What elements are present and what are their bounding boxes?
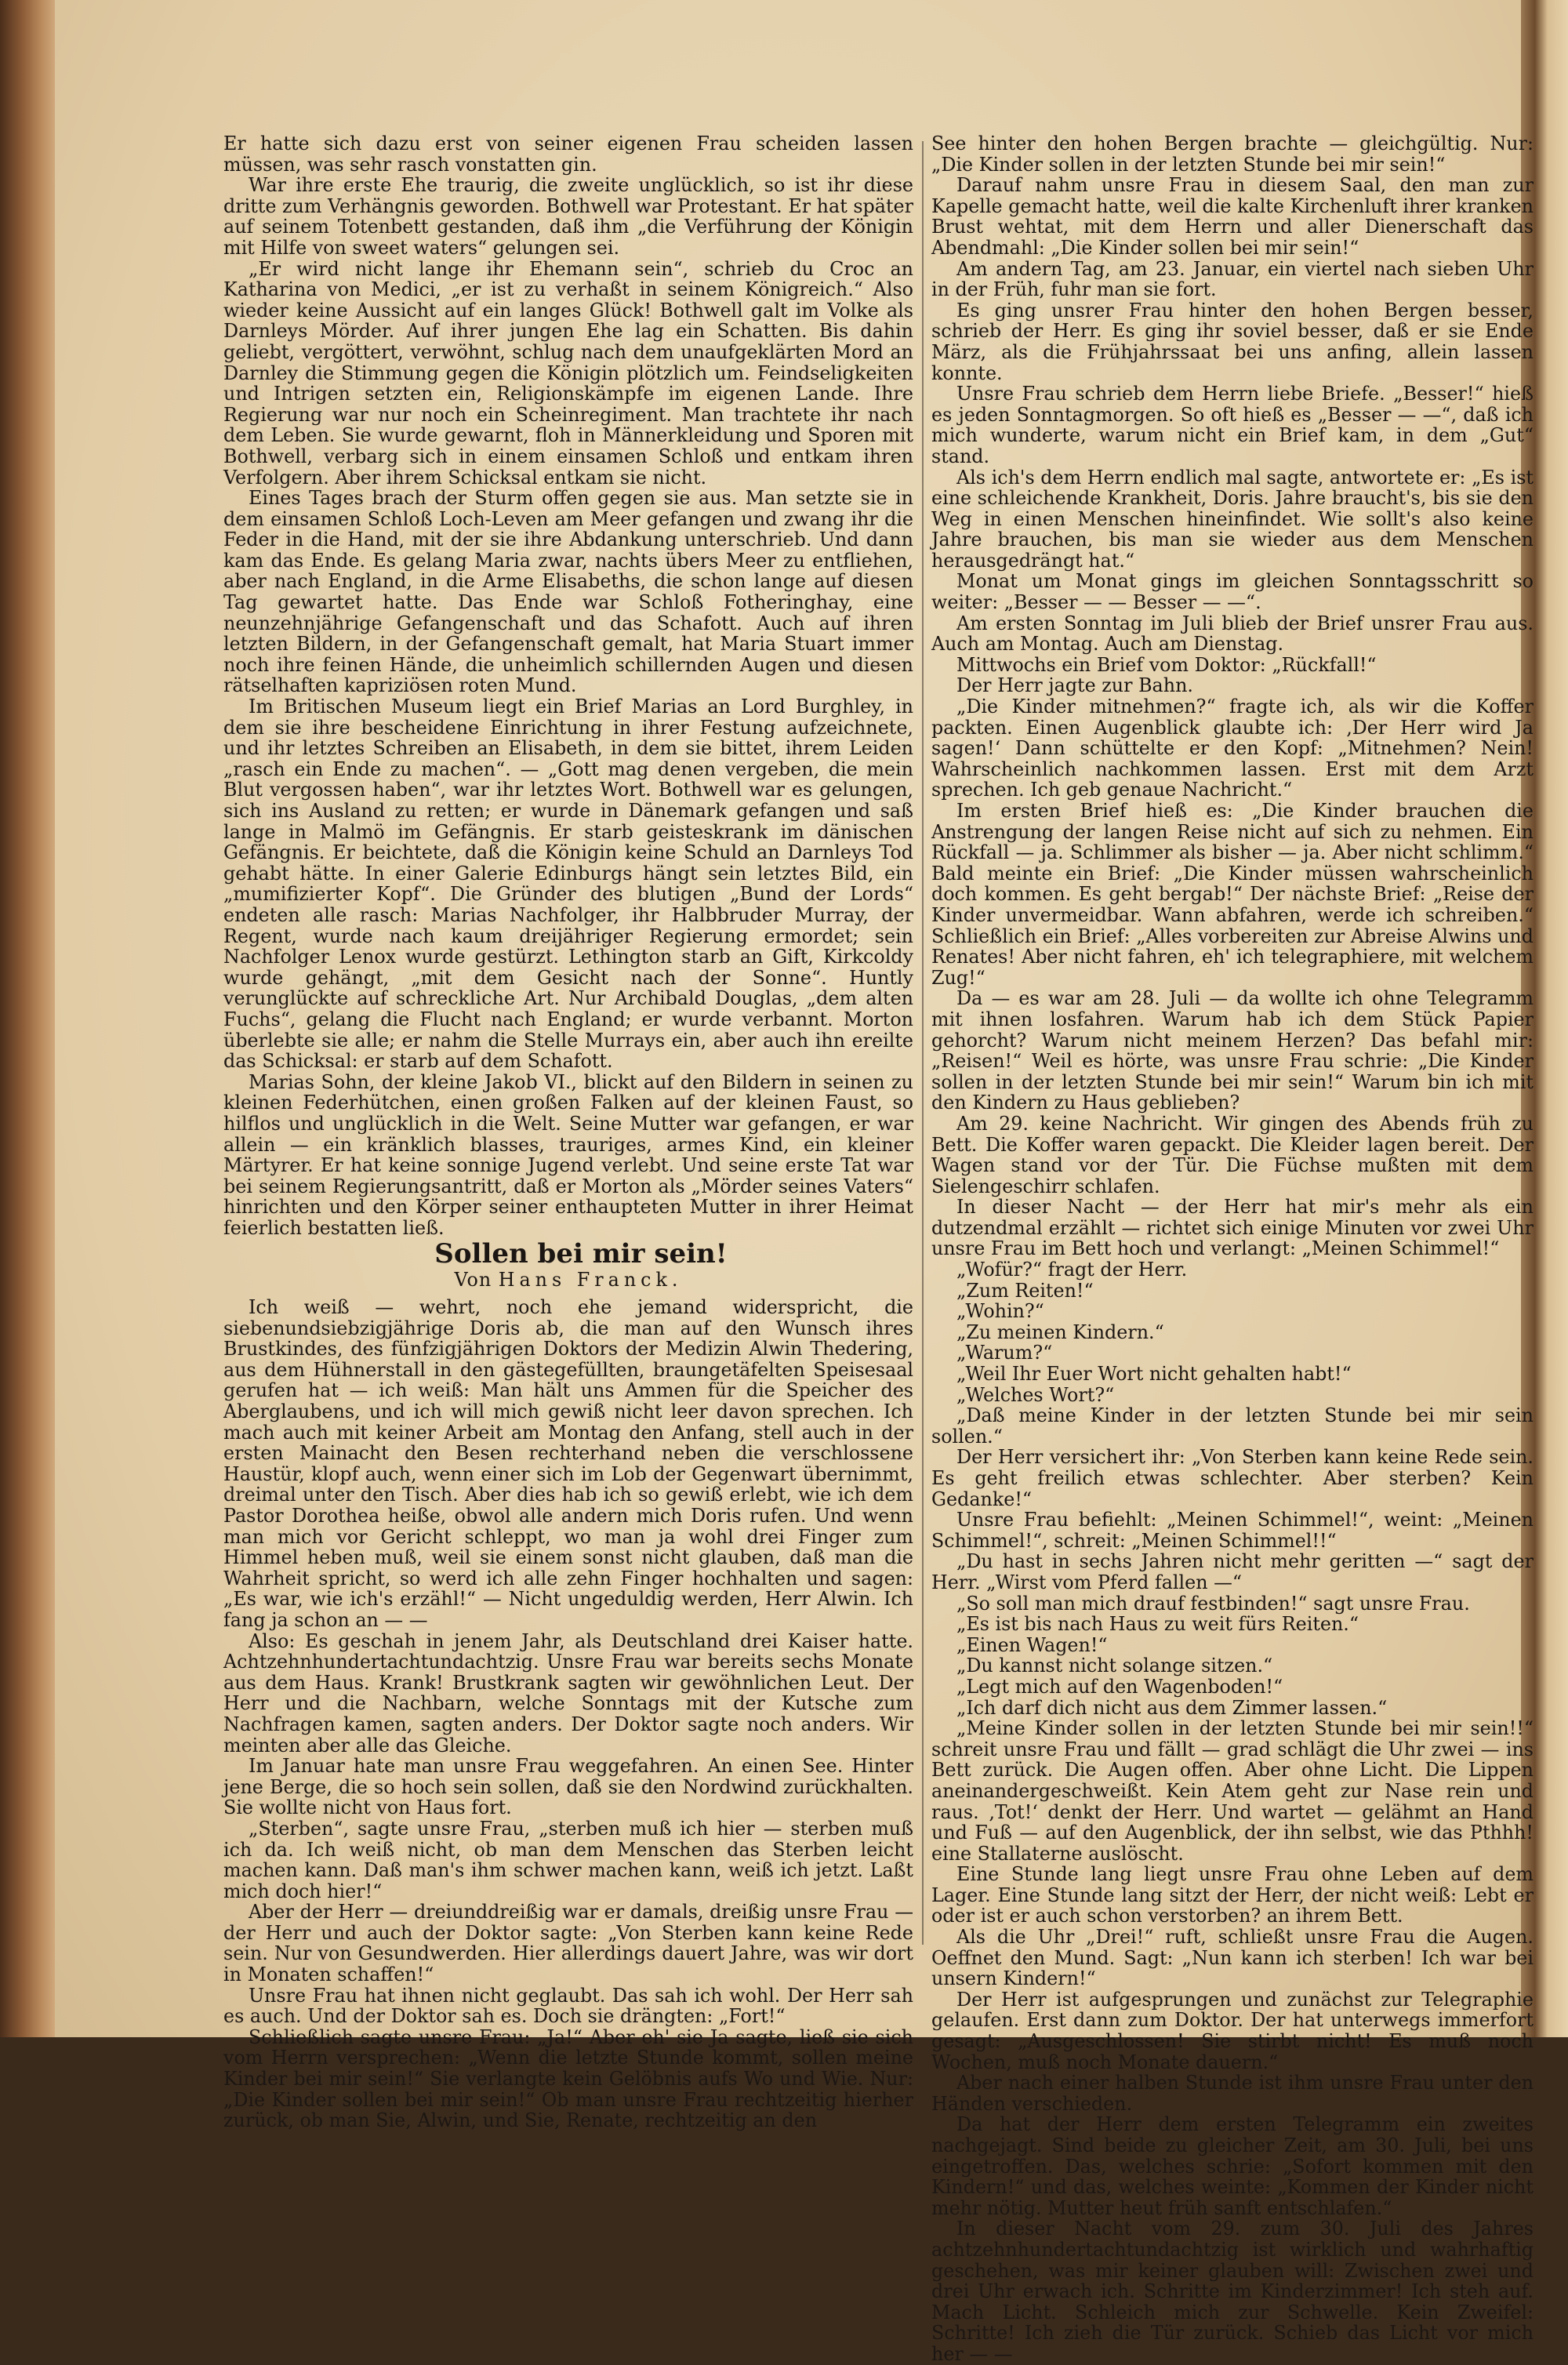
paragraph: „Die Kinder mitnehmen?“ fragte ich, als wir die Koffer packten. Einen Augenblick glaubte ich: ‚Der Herr wird Ja sagen!‘ Dann schüttelte er den Kopf: „Mitnehmen? Nein! Wahrscheinlich nachkommen lassen. Erst mit dem Arzt sprechen. Ich geb genaue Nachricht.“ xyxy=(931,696,1534,801)
paragraph: Monat um Monat gings im gleichen Sonntagsschritt so weiter: „Besser — — Besser — —“. xyxy=(931,570,1534,614)
paragraph: Unsre Frau befiehlt: „Meinen Schimmel!“, weint: „Meinen Schimmel!“, schreit: „Meinen Schimmel!!“ xyxy=(931,1509,1534,1552)
paragraph: Also: Es geschah in jenem Jahr, als Deutschland drei Kaiser hatte. Achtzehnhundertachtundachtzig. Unsre Frau war bereits sechs Monate aus dem Haus. Krank! Brustkrank sagten wir gewöhnlichen Leut. Der Herr und die Nachbarn, welche Sonntags mit der Kutsche zum Nachfragen kamen, sagten anders. Der Doktor sagte noch anders. Wir meinten aber alle das Gleiche. xyxy=(223,1629,913,1756)
paragraph: Der Herr ist aufgesprungen und zunächst zur Telegraphie gelaufen. Erst dann zum Doktor. Der hat unterwegs immerfort gesagt: „Ausgeschlossen! Sie stirbt nicht! Es muß noch Wochen, muß noch Monate dauern.“ xyxy=(931,1988,1534,2073)
paragraph: Am andern Tag, am 23. Januar, ein viertel nach sieben Uhr in der Früh, fuhr man sie fort. xyxy=(931,257,1534,301)
paragraph: „Welches Wort?“ xyxy=(956,1383,1115,1406)
paragraph: Im ersten Brief hieß es: „Die Kinder brauchen die Anstrengung der langen Reise nicht auf sich zu nehmen. Ein Rückfall — ja. Schlimmer als bisher — ja. Aber nicht schlimm.“ Bald meinte ein Brief: „Die Kinder müssen wahrscheinlich doch kommen. Es geht bergab!“ Der nächste Brief: „Reise der Kinder unvermeidbar. Wann abfahren, werde ich schreiben.“ Schließlich ein Brief: „Alles vorbereiten zur Abreise Alwins und Renates! Aber nicht fahren, eh' ich telegraphiere, mit welchem Zug!“ xyxy=(931,800,1534,989)
paragraph: Aber nach einer halben Stunde ist ihm unsre Frau unter den Händen verschieden. xyxy=(931,2072,1534,2115)
paragraph: Er hatte sich dazu erst von seiner eigenen Frau scheiden lassen müssen, was sehr rasch vonstatten gin. xyxy=(223,133,913,176)
paragraph: Am 29. keine Nachricht. Wir gingen des Abends früh zu Bett. Die Koffer waren gepackt. Die Kleider lagen bereit. Der Wagen stand vor der Tür. Die Füchse mußten mit dem Sielengeschirr schlafen. xyxy=(931,1112,1534,1197)
paragraph: Es ging unsrer Frau hinter den hohen Bergen besser, schrieb der Herr. Es ging ihr soviel besser, daß er sie Ende März, als die Frühjahrssaat bei uns anfing, allein lassen konnte. xyxy=(931,299,1534,384)
column-divider xyxy=(922,141,924,1945)
paragraph: „So soll man mich drauf festbinden!“ sagt unsre Frau. xyxy=(956,1592,1470,1615)
paragraph: „Meine Kinder sollen in der letzten Stunde bei mir sein!!“ schreit unsre Frau und fällt — grad schlägt die Uhr zwei — ins Bett zurück. Die Augen offen. Aber ohne Licht. Die Lippen aneinandergeschweißt. Kein Atem geht zur Nase rein und raus. ‚Tot!‘ denkt der Herr. Und wartet — gelähmt an Hand und Fuß — auf den Augenblick, der ihn selbst, wie das Pthhh! eine Stallaterne auslöscht. xyxy=(931,1717,1534,1865)
paragraph: Aber der Herr — dreiunddreißig war er damals, dreißig unsre Frau — der Herr und auch der Doktor sagte: „Von Sterben kann keine Rede sein. Nur von Gesundwerden. Hier allerdings dauert Jahre, was wir dort in Monaten schaffen!“ xyxy=(223,1901,913,1986)
right-column xyxy=(931,133,1534,2365)
left-column xyxy=(223,133,913,2131)
paragraph: „Du hast in sechs Jahren nicht mehr geritten —“ sagt der Herr. „Wirst vom Pferd fallen —“ xyxy=(931,1550,1534,1593)
story-title: Sollen bei mir sein! xyxy=(434,1238,728,1270)
paragraph: „Daß meine Kinder in der letzten Stunde bei mir sein sollen.“ xyxy=(931,1404,1534,1448)
paragraph: Ich weiß — wehrt, noch ehe jemand widerspricht, die siebenundsiebzigjährige Doris ab, die man auf den Wunsch ihres Brustkindes, des fünfzigjährigen Doktors der Medizin Alwin Thedering, aus dem Hühnerstall in den gästegefüllten, braungetäfelten Speisesaal gerufen hat — ich weiß: Man hält uns Ammen für die Speicher des Aberglaubens, und ich will mich gewiß nicht leer davon sprechen. Ich mach auch mit keiner Arbeit am Montag den Anfang, stell auch in der ersten Mainacht den Besen rechterhand neben die verschlossene Haustür, klopf auch, wenn einer sich im Lob der Gegenwart übernimmt, dreimal unter den Tisch. Aber dies hab ich so gewiß erlebt, wie ich dem Pastor Dorothea heiße, obwol alle andern mich Doris rufen. Und wenn man mich vor Gericht schleppt, wo man ja wohl drei Finger zum Himmel heben muß, weil sie einem sonst nicht glauben, daß man die Wahrheit spricht, so werd ich alle zehn Finger hochhalten und sagen: „Es war, wie ich's erzähl!“ — Nicht ungeduldig werden, Herr Alwin. Ich fang ja schon an — — xyxy=(223,1296,913,1631)
paragraph: See hinter den hohen Bergen brachte — gleichgültig. Nur: „Die Kinder sollen in der letzten Stunde bei mir sein!“ xyxy=(931,133,1534,176)
paragraph: Eine Stunde lang liegt unsre Frau ohne Leben auf dem Lager. Eine Stunde lang sitzt der Herr, der nicht weiß: Lebt er oder ist er auch schon verstorben? an ihrem Bett. xyxy=(931,1863,1534,1927)
paragraph: Mittwochs ein Brief vom Doktor: „Rückfall!“ xyxy=(956,653,1377,676)
paragraph: Der Herr versichert ihr: „Von Sterben kann keine Rede sein. Es geht freilich etwas schlechter. Aber sterben? Kein Gedanke!“ xyxy=(931,1446,1534,1510)
paragraph: „Weil Ihr Euer Wort nicht gehalten habt!“ xyxy=(956,1363,1352,1386)
paragraph: Der Herr jagte zur Bahn. xyxy=(956,674,1193,697)
byline-prefix: Von xyxy=(454,1269,492,1291)
paragraph: Eines Tages brach der Sturm offen gegen sie aus. Man setzte sie in dem einsamen Schloß Loch-Leven am Meer gefangen und zwang ihr die Feder in die Hand, mit der sie ihre Abdankung unterschrieb. Und dann kam das Ende. Es gelang Maria zwar, nachts übers Meer zu entfliehen, aber nach England, in die Arme Elisabeths, die schon lange auf diesen Tag gewartet hatte. Das Ende war Schloß Fotheringhay, eine neunzehnjährige Gefangenschaft und das Schafott. Auch auf ihren letzten Bildern, in der Gefangenschaft gemalt, hat Maria Stuart immer noch ihre feinen Hände, die unheimlich schillernden Augen und diesen rätselhaften kapriziösen roten Mund. xyxy=(223,487,913,697)
paragraph: „Sterben“, sagte unsre Frau, „sterben muß ich hier — sterben muß ich da. Ich weiß nicht, ob man dem Menschen das Sterben leicht machen kann. Daß man's ihm schwer machen kann, weiß ich jetzt. Laßt mich doch hier!“ xyxy=(223,1817,913,1902)
paragraph: „Wohin?“ xyxy=(956,1300,1044,1323)
paragraph: Marias Sohn, der kleine Jakob VI., blickt auf den Bildern in seinen zu kleinen Federhütchen, einen großen Falken auf der kleinen Faust, so hilflos und unglücklich in die Welt. Seine Mutter war gefangen, er war allein — ein kränklich blasses, trauriges, armes Kind, ein kleiner Märtyrer. Er hat keine sonnige Jugend verlebt. Und seine erste Tat war bei seinem Regierungsantritt, daß er Morton als „Mörder seines Vaters“ hinrichten und den Körper seiner enthaupteten Mutter in ihrer Heimat feierlich bestatten ließ. xyxy=(223,1070,913,1239)
paragraph: „Wofür?“ fragt der Herr. xyxy=(956,1259,1188,1281)
paragraph: War ihre erste Ehe traurig, die zweite unglücklich, so ist ihr diese dritte zum Verhängnis geworden. Bothwell war Protestant. Er hat später auf seinem Totenbett gestanden, daß ihm „die Verführung der Königin mit Hilfe von sweet waters“ gelungen sei. xyxy=(223,174,913,259)
paragraph: „Ich darf dich nicht aus dem Zimmer lassen.“ xyxy=(956,1696,1388,1719)
paragraph: Als ich's dem Herrn endlich mal sagte, antwortete er: „Es ist eine schleichende Krankheit, Doris. Jahre braucht's, bis sie den Weg in einen Menschen hineinfindet. Wie sollt's also keine Jahre brauchen, bis man sie wieder aus dem Menschen herausgedrängt hat.“ xyxy=(931,466,1534,572)
paragraph: „Einen Wagen!“ xyxy=(956,1633,1108,1656)
paragraph: „Er wird nicht lange ihr Ehemann sein“, schrieb du Croc an Katharina von Medici, „er ist zu verhaßt in seinem Königreich.“ Also wieder keine Aussicht auf ein langes Glück! Bothwell galt im Volke als Darnleys Mörder. Auf ihrer jungen Ehe lag ein Schatten. Bis dahin geliebt, vergöttert, verwöhnt, schlug nach dem unaufgeklärten Mord an Darnley die Stimmung gegen die Königin plötzlich um. Feindseligkeiten und Intrigen setzten ein, Religionskämpfe im eigenen Lande. Ihre Regierung war nur noch ein Scheinregiment. Man trachtete ihr nach dem Leben. Sie wurde gewarnt, floh in Männerkleidung und Sporen mit Bothwell, verbarg sich in einem einsamen Schloß und entkam ihren Verfolgern. Aber ihrem Schicksal entkam sie nicht. xyxy=(223,257,913,489)
paragraph: In dieser Nacht vom 29. zum 30. Juli des Jahres achtzehnhundertachtundachtzig ist wirklich und wahrhaftig geschehen, was mir keiner glauben will: Zwischen zwei und drei Uhr erwach ich. Schritte im Kinderzimmer! Ich steh auf. Mach Licht. Schleich mich zur Schwelle. Kein Zweifel: Schritte! Ich zieh die Tür zurück. Schieb das Licht vor mich her — — xyxy=(931,2218,1534,2365)
paragraph: Im Januar hate man unsre Frau weggefahren. An einen See. Hinter jene Berge, die so hoch sein sollen, daß sie den Nordwind zurückhalten. Sie wollte nicht von Haus fort. xyxy=(223,1755,913,1819)
paragraph: „Zu meinen Kindern.“ xyxy=(956,1321,1164,1343)
paragraph: „Es ist bis nach Haus zu weit fürs Reiten.“ xyxy=(956,1613,1359,1636)
paragraph: Als die Uhr „Drei!“ ruft, schließt unsre Frau die Augen. Oeffnet den Mund. Sagt: „Nun kann ich sterben! Ich war bei unsern Kindern!“ xyxy=(931,1926,1534,1990)
paragraph: Am ersten Sonntag im Juli blieb der Brief unsrer Frau aus. Auch am Montag. Auch am Dienstag. xyxy=(931,612,1534,656)
paragraph: Schließlich sagte unsre Frau: „Ja!“ Aber eh' sie Ja sagte, ließ sie sich vom Herrn versprechen: „Wenn die letzte Stunde kommt, sollen meine Kinder bei mir sein!“ Sie verlangte kein Gelöbnis aufs Wo und Wie. Nur: „Die Kinder sollen bei mir sein!“ Ob man unsre Frau rechtzeitig hierher zurück, ob man Sie, Alwin, und Sie, Renate, rechtzeitig an den xyxy=(223,2025,913,2132)
paragraph: In dieser Nacht — der Herr hat mir's mehr als ein dutzendmal erzählt — richtet sich einige Minuten vor zwei Uhr unsre Frau im Bett hoch und verlangt: „Meinen Schimmel!“ xyxy=(931,1196,1534,1260)
paragraph: „Du kannst nicht solange sitzen.“ xyxy=(956,1655,1273,1677)
paragraph: Da — es war am 28. Juli — da wollte ich ohne Telegramm mit ihnen losfahren. Warum hab ich dem Stück Papier gehorcht? Warum nicht meinem Herzen? Das befahl mir: „Reisen!“ Weil es hörte, was unsre Frau schrie: „Die Kinder sollen in der letzten Stunde bei mir sein!“ Warum bin ich mit den Kindern zu Haus geblieben? xyxy=(931,987,1534,1114)
paragraph: Unsre Frau schrieb dem Herrn liebe Briefe. „Besser!“ hieß es jeden Sonntagmorgen. So oft hieß es „Besser — —“, daß ich mich wunderte, warum nicht ein Brief kam, in dem „Gut“ stand. xyxy=(931,383,1534,467)
story-byline xyxy=(223,1270,913,1291)
paragraph: „Zum Reiten!“ xyxy=(956,1279,1094,1302)
newspaper-page xyxy=(55,0,1534,2365)
paragraph: „Legt mich auf den Wagenboden!“ xyxy=(956,1675,1283,1698)
paragraph: Unsre Frau hat ihnen nicht geglaubt. Das sah ich wohl. Der Herr sah es auch. Und der Doktor sah es. Doch sie drängten: „Fort!“ xyxy=(223,1984,913,2028)
paragraph: Darauf nahm unsre Frau in diesem Saal, den man zur Kapelle gemacht hatte, weil die kalte Kirchenluft ihrer kranken Brust wehtat, mit dem Herrn und aller Dienerschaft das Abendmahl: „Die Kinder sollen bei mir sein!“ xyxy=(931,174,1534,259)
paragraph: „Warum?“ xyxy=(956,1342,1053,1364)
paragraph: Da hat der Herr dem ersten Telegramm ein zweites nachgejagt. Sind beide zu gleicher Zeit, am 30. Juli, bei uns eingetroffen. Das, welches schrie: „Sofort kommen mit den Kindern!“ und das, welches weinte: „Kommen der Kinder nicht mehr nötig. Mutter heut früh sanft entschlafen.“ xyxy=(931,2113,1534,2219)
book-binding-left xyxy=(0,0,55,2037)
byline-author: Hans Franck. xyxy=(498,1269,683,1291)
paragraph: Im Britischen Museum liegt ein Brief Marias an Lord Burghley, in dem sie ihre bescheidene Einrichtung in ihrer Festung aufzeichnete, und ihr letztes Schreiben an Elisabeth, in dem sie bittet, ihrem Leiden „rasch ein Ende zu machen“. — „Gott mag denen vergeben, die mein Blut vergossen haben“, war ihr letztes Wort. Bothwell war es gelungen, sich ins Ausland zu retten; er wurde in Dänemark gefangen und saß lange in Malmö im Gefängnis. Er starb geisteskrank im dänischen Gefängnis. Er beichtete, daß die Königin keine Schuld an Darnleys Tod gehabt hätte. In einer Galerie Edinburgs hängt sein letztes Bild, ein „mumifizierter Kopf“. Die Gründer des blutigen „Bund der Lords“ endeten alle rasch: Marias Nachfolger, ihr Halbbruder Murray, der Regent, wurde nach kaum dreijähriger Regierung ermordet; sein Nachfolger Lenox wurde gestürzt. Lethington starb an Gift, Kirkcoldy wurde gehängt, „mit dem Gesicht nach der Sonne“. Huntly verunglückte auf schreckliche Art. Nur Archibald Douglas, „dem alten Fuchs“, gelang die Flucht nach England; er wurde verbannt. Morton überlebte sie alle; er nahm die Stelle Murrays ein, aber auch ihn ereilte das Schicksal: er starb auf dem Schafott. xyxy=(223,696,913,1073)
